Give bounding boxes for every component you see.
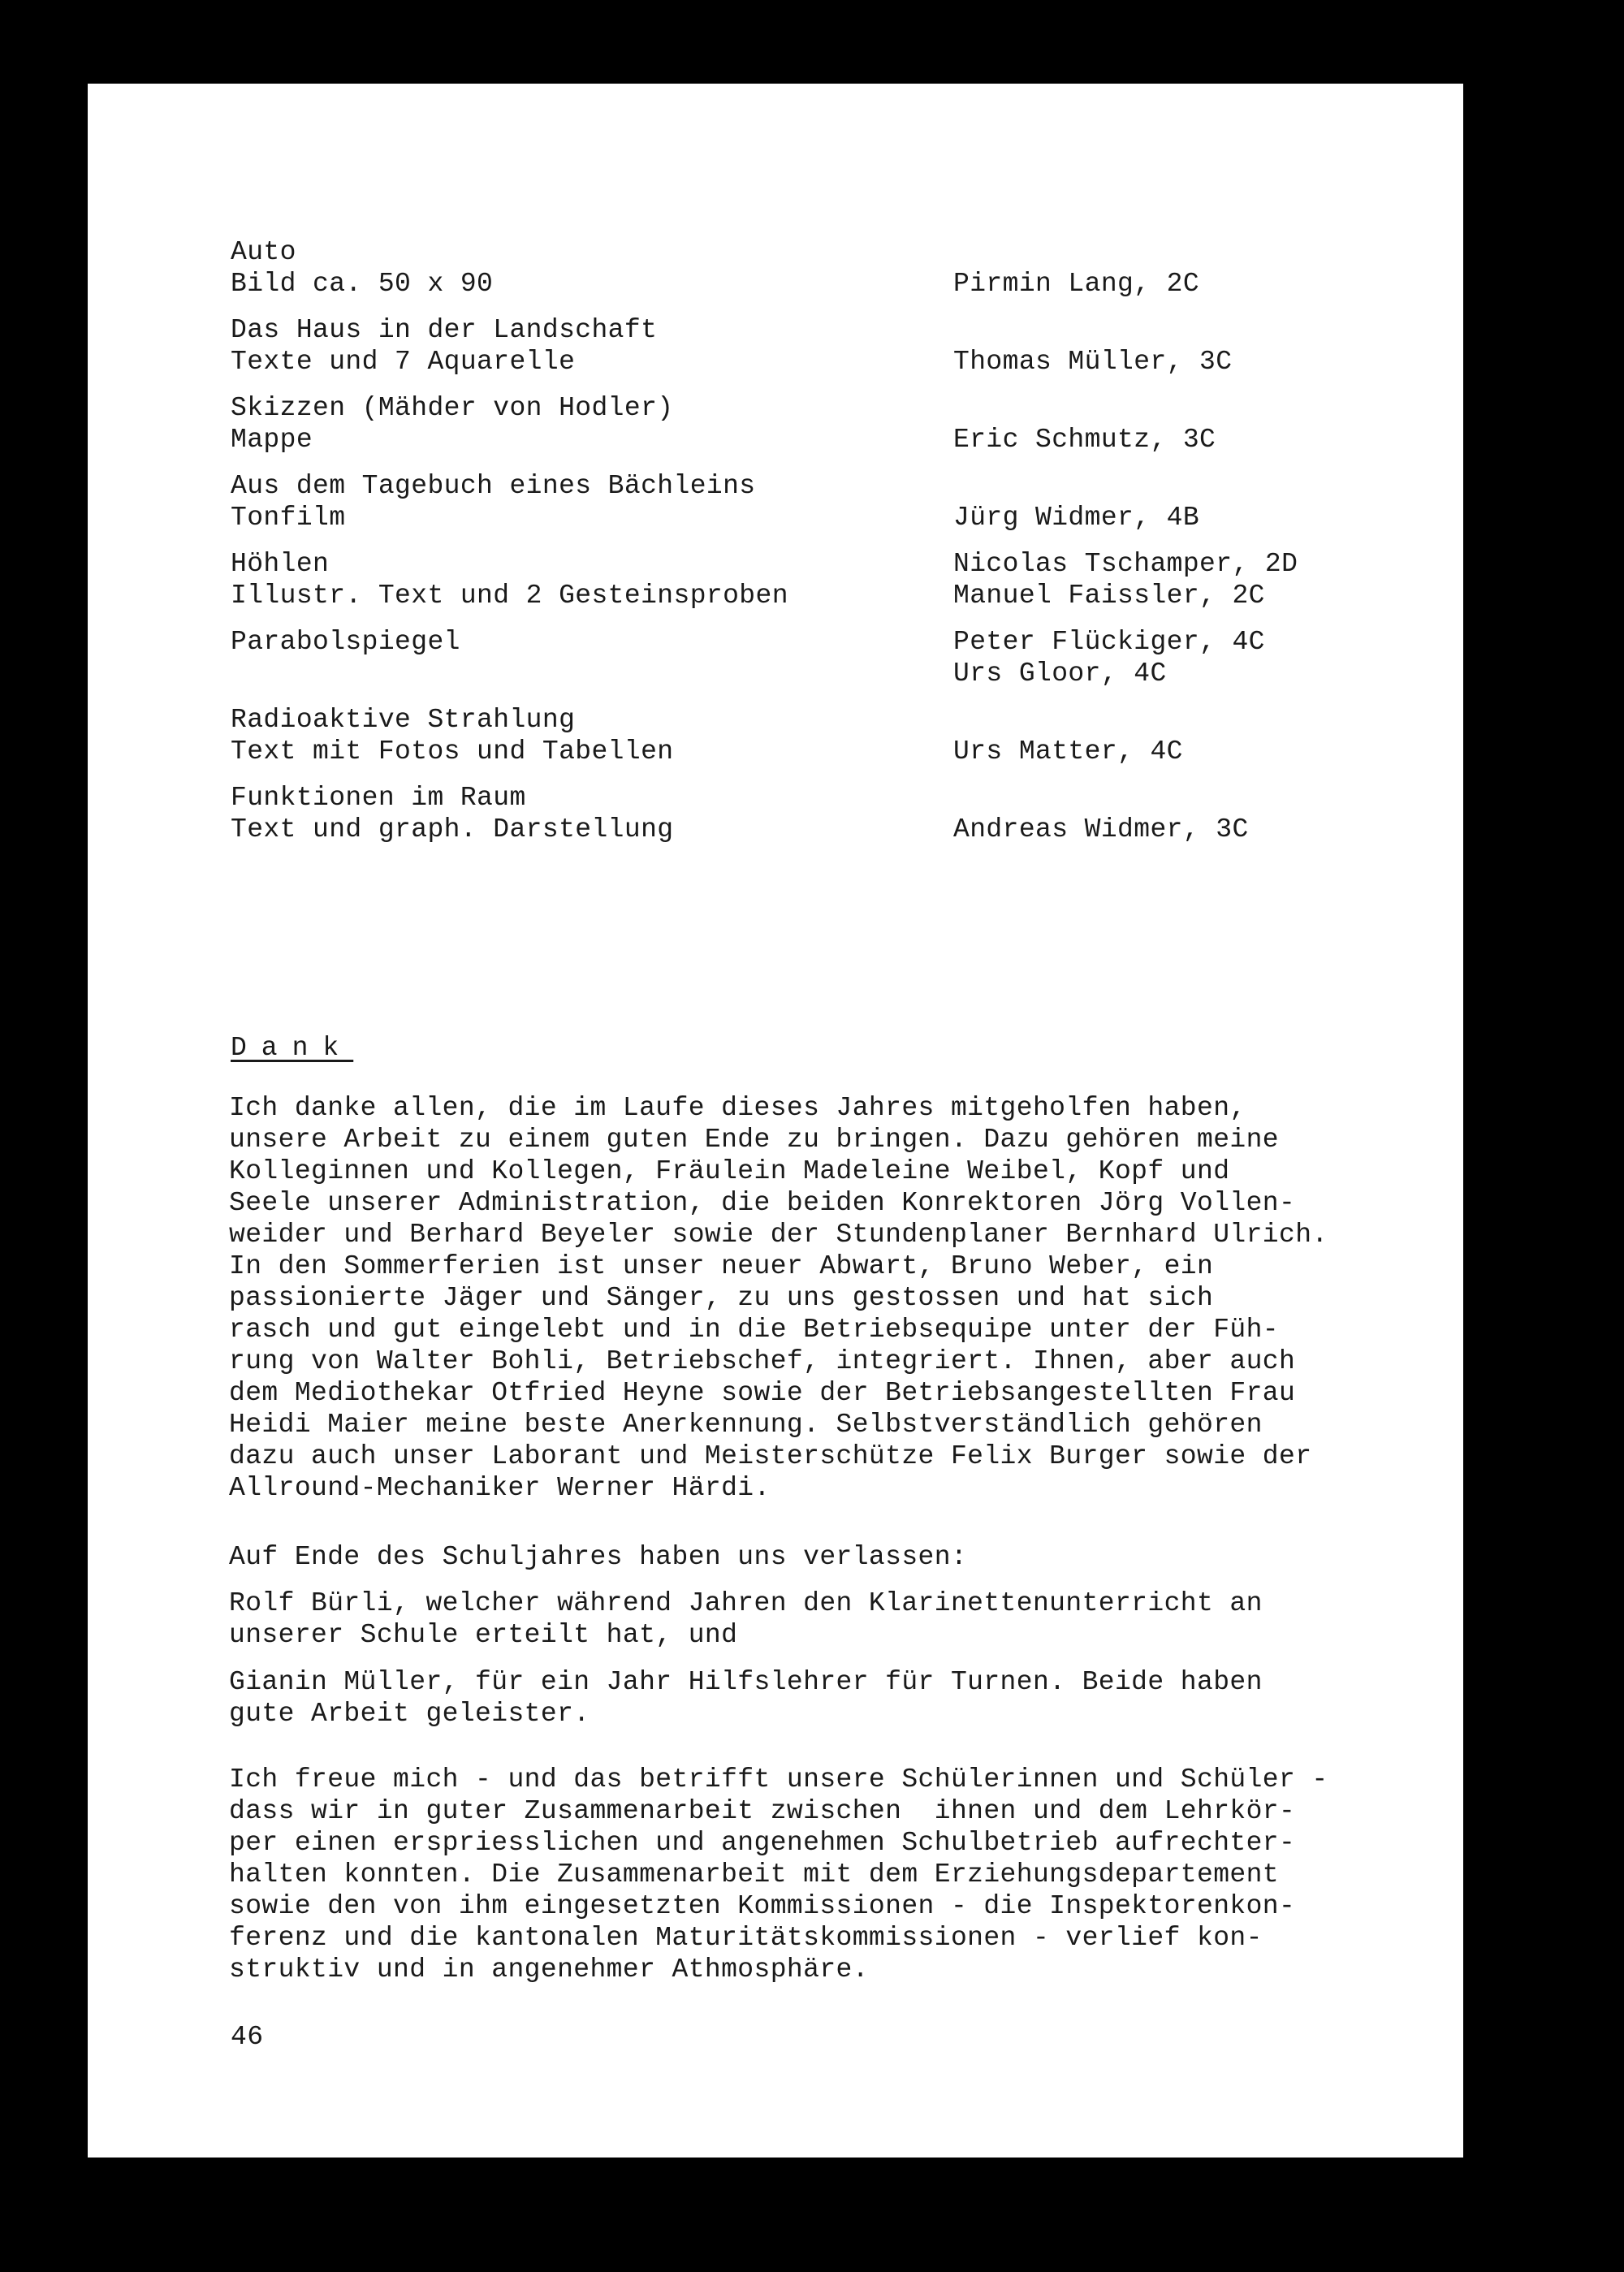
work-title-line: Parabolspiegel [231, 627, 460, 657]
text-line: dass wir in guter Zusammenarbeit zwischen ihnen und dem Lehrkör- [229, 1796, 1296, 1826]
work-title [231, 314, 945, 378]
work-authors [953, 814, 1408, 845]
work-authors [953, 548, 1408, 611]
work-title [231, 782, 945, 845]
work-title-line: Texte und 7 Aquarelle [231, 347, 576, 377]
work-entry [231, 392, 1408, 456]
text-line: sowie den von ihm eingesetzten Kommissionen - die Inspektorenkon- [229, 1891, 1296, 1921]
student-works-list [231, 236, 1408, 860]
work-title [231, 704, 945, 767]
work-entry [231, 314, 1408, 378]
text-line: Allround-Mechaniker Werner Härdi. [229, 1473, 771, 1503]
work-title-line: Höhlen [231, 549, 330, 579]
work-entry [231, 548, 1408, 611]
text-line: Kolleginnen und Kollegen, Fräulein Madeleine Weibel, Kopf und [229, 1156, 1230, 1186]
text-line: struktiv und in angenehmer Athmosphäre. [229, 1955, 869, 1985]
text-line: rasch und gut eingelebt und in die Betriebsequipe unter der Füh- [229, 1315, 1280, 1345]
work-title-line: Tonfilm [231, 503, 346, 533]
work-entry [231, 704, 1408, 767]
section-heading-dank: Dank [231, 1033, 354, 1063]
work-authors [953, 268, 1408, 300]
work-author: Jürg Widmer, 4B [953, 503, 1200, 533]
work-title-line: Mappe [231, 425, 313, 455]
closing-paragraph [229, 1764, 1431, 1985]
work-title [231, 470, 945, 533]
work-title-line: Auto [231, 237, 296, 267]
page-number: 46 [231, 2022, 264, 2052]
work-author: Pirmin Lang, 2C [953, 269, 1200, 299]
text-line: halten konnten. Die Zusammenarbeit mit dem Erziehungsdepartement [229, 1859, 1280, 1890]
text-line: In den Sommerferien ist unser neuer Abwart, Bruno Weber, ein [229, 1251, 1214, 1281]
work-author: Andreas Widmer, 3C [953, 814, 1249, 844]
work-title-line: Text und graph. Darstellung [231, 814, 674, 844]
work-title-line: Bild ca. 50 x 90 [231, 269, 494, 299]
work-authors [953, 346, 1408, 378]
work-entry [231, 470, 1408, 533]
work-author: Urs Matter, 4C [953, 736, 1183, 767]
text-line: unserer Schule erteilt hat, und [229, 1620, 738, 1650]
work-title-line: Text mit Fotos und Tabellen [231, 736, 674, 767]
work-title [231, 392, 945, 456]
departures-intro-paragraph [229, 1541, 1431, 1573]
work-authors [953, 736, 1408, 767]
text-line: Ich freue mich - und das betrifft unsere Schülerinnen und Schüler - [229, 1764, 1328, 1795]
work-authors [953, 502, 1408, 533]
text-line: dazu auch unser Laborant und Meisterschütze Felix Burger sowie der [229, 1441, 1312, 1471]
work-entry [231, 782, 1408, 845]
text-line: Rolf Bürli, welcher während Jahren den Klarinettenunterricht an [229, 1588, 1263, 1618]
departure-paragraph [229, 1587, 1431, 1651]
work-title-line: Radioaktive Strahlung [231, 705, 576, 735]
work-title [231, 626, 945, 689]
work-author: Thomas Müller, 3C [953, 347, 1233, 377]
text-line: Heidi Maier meine beste Anerkennung. Selbstverständlich gehören [229, 1410, 1263, 1440]
work-authors [953, 424, 1408, 456]
text-line: Gianin Müller, für ein Jahr Hilfslehrer für Turnen. Beide haben [229, 1667, 1263, 1697]
work-title-line: Skizzen (Mähder von Hodler) [231, 393, 674, 423]
work-author: Nicolas Tschamper, 2D [953, 549, 1298, 579]
work-author: Urs Gloor, 4C [953, 659, 1167, 689]
text-line: Ich danke allen, die im Laufe dieses Jahres mitgeholfen haben, [229, 1093, 1246, 1123]
work-title-line: Illustr. Text und 2 Gesteinsproben [231, 581, 788, 611]
thanks-paragraph [229, 1092, 1431, 1504]
work-entry [231, 626, 1408, 689]
text-line: unsere Arbeit zu einem guten Ende zu bringen. Dazu gehören meine [229, 1125, 1280, 1155]
text-line: passionierte Jäger und Sänger, zu uns gestossen und hat sich [229, 1283, 1214, 1313]
text-line: Auf Ende des Schuljahres haben uns verlassen: [229, 1542, 968, 1572]
work-authors [953, 626, 1408, 689]
work-title [231, 548, 945, 611]
work-title [231, 236, 945, 300]
work-author: Manuel Faissler, 2C [953, 581, 1265, 611]
text-line: gute Arbeit geleister. [229, 1699, 590, 1729]
text-line: weider und Berhard Beyeler sowie der Stundenplaner Bernhard Ulrich. [229, 1220, 1328, 1250]
text-line: per einen erspriesslichen und angenehmen Schulbetrieb aufrechter- [229, 1828, 1296, 1858]
text-line: ferenz und die kantonalen Maturitätskommissionen - verlief kon- [229, 1923, 1263, 1953]
work-author: Peter Flückiger, 4C [953, 627, 1265, 657]
work-author: Eric Schmutz, 3C [953, 425, 1216, 455]
work-title-line: Funktionen im Raum [231, 783, 526, 813]
work-entry [231, 236, 1408, 300]
work-title-line: Das Haus in der Landschaft [231, 315, 658, 345]
work-title-line: Aus dem Tagebuch eines Bächleins [231, 471, 756, 501]
work-title-line [231, 658, 945, 689]
text-line: rung von Walter Bohli, Betriebschef, integriert. Ihnen, aber auch [229, 1346, 1296, 1376]
departure-paragraph [229, 1666, 1431, 1730]
text-line: Seele unserer Administration, die beiden Konrektoren Jörg Vollen- [229, 1188, 1296, 1218]
text-line: dem Mediothekar Otfried Heyne sowie der Betriebsangestellten Frau [229, 1378, 1296, 1408]
document-page [88, 84, 1463, 2158]
